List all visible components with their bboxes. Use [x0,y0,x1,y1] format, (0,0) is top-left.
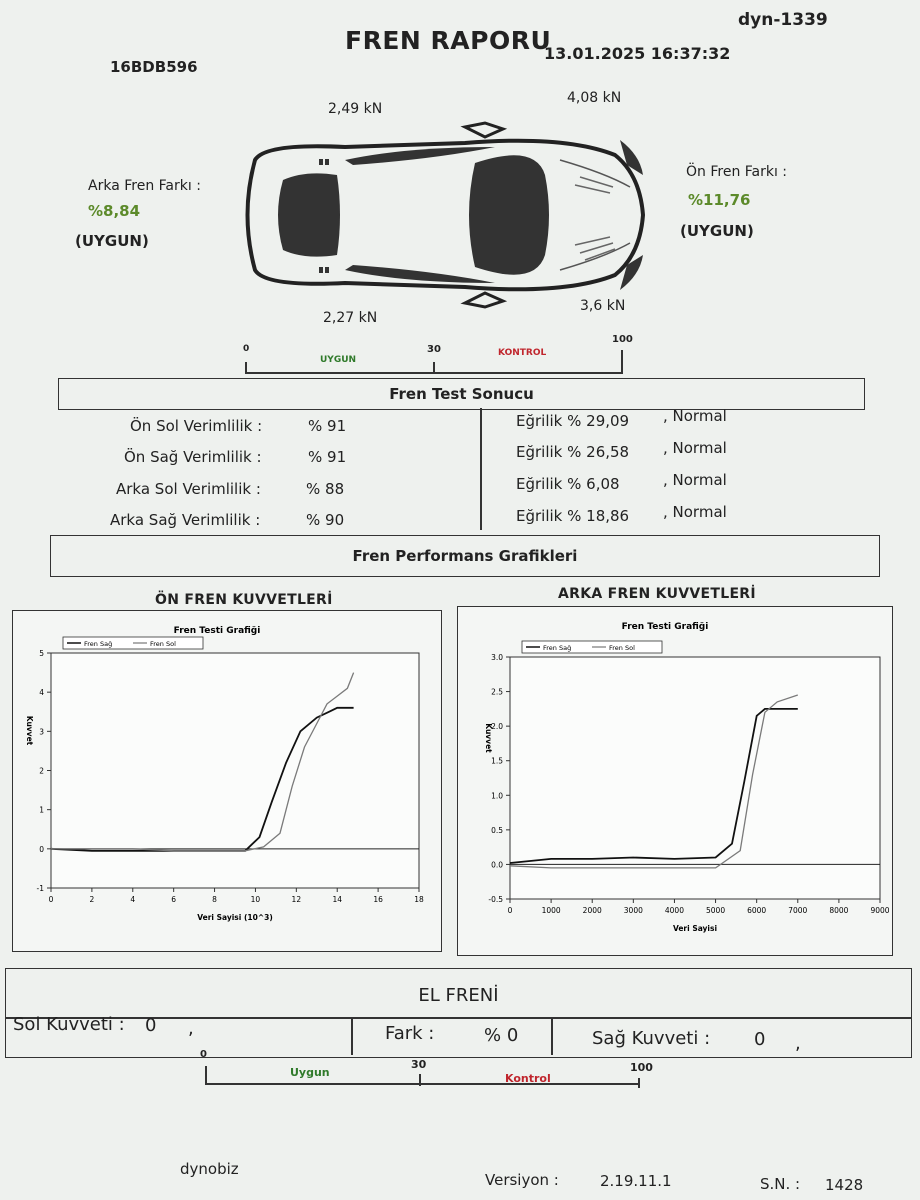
version-label: Versiyon : [485,1171,559,1189]
x-tick-label: 12 [291,895,302,904]
hand-brake-title: EL FRENİ [418,985,499,1006]
x-tick-label: 0 [507,906,513,915]
rear-chart-frame [457,606,893,956]
bottom-scale-zero: 0 [200,1049,207,1060]
row-4-label: Arka Sağ Verimlilik : [110,511,261,529]
y-tick-label: 1 [39,805,44,815]
y-tick-label: 0.5 [491,825,503,835]
y-tick-label: 1.5 [491,756,503,766]
y-tick-label: 4 [39,688,44,698]
x-tick-label: 1000 [541,906,561,915]
x-tick-label: 6000 [747,906,767,915]
bottom-scale-ok: Uygun [290,1066,330,1079]
y-tick-label: -1 [36,884,44,893]
x-tick-label: 7000 [788,906,808,915]
x-tick-label: 10 [250,895,261,904]
x-tick-label: 8000 [829,906,849,915]
car-top-view-icon [235,115,665,315]
hand-right-label: Sağ Kuvveti : [592,1028,711,1049]
chart-legend [522,641,662,653]
chart-title: Fren Testi Grafiği [621,622,709,632]
y-tick-label: 0.0 [491,860,503,870]
bottom-scale-control: Kontrol [505,1072,551,1085]
front-chart-frame [12,610,442,952]
front-diff-status: (UYGUN) [680,222,754,240]
y-tick-label: 0 [39,844,44,854]
x-tick-label: 2000 [582,906,602,915]
rear-chart-heading: ARKA FREN KUVVETLERİ [558,586,756,602]
test-result-title: Fren Test Sonucu [389,385,534,403]
x-tick-label: 4000 [664,906,684,915]
rear-diff-label: Arka Fren Farkı : [88,178,201,194]
y-axis-label: Kuvvet [25,715,34,746]
x-tick-label: 0 [48,895,54,904]
bottom-scale-max: 100 [630,1061,653,1074]
row-1-status: , Normal [663,407,727,425]
device-id: dyn-1339 [738,10,828,30]
row-4-skew: Eğrilik % 18,86 [516,507,630,525]
x-tick-label: 8 [212,895,217,904]
version-value: 2.19.11.1 [600,1172,672,1190]
legend-label-right: Fren Sağ [543,644,572,652]
front-right-force: 3,6 kN [580,298,626,314]
hand-right-value: 0 [754,1029,766,1050]
plot-area [510,657,880,899]
graphs-header [50,535,880,577]
top-scale-max: 100 [612,334,633,345]
front-diff-value: %11,76 [688,191,751,209]
plate-number: 16BDB596 [110,58,198,76]
front-brake-chart [13,611,441,951]
x-axis-label: Veri Sayisi (10^3) [197,913,273,922]
bottom-scale-mid: 30 [411,1058,427,1071]
front-left-force: 4,08 kN [567,90,622,106]
y-tick-label: 5 [39,649,44,658]
front-diff-label: Ön Fren Farkı : [686,164,788,180]
y-tick-label: 3.0 [491,653,503,662]
row-1-skew: Eğrilik % 29,09 [516,412,630,430]
row-4-status: , Normal [663,503,727,521]
row-3-pct: % 88 [306,480,345,498]
row-2-skew: Eğrilik % 26,58 [516,443,630,461]
y-tick-label: 2.5 [491,687,503,697]
x-tick-label: 14 [332,895,342,904]
x-tick-label: 18 [414,895,424,904]
y-axis-label: Kuvvet [484,723,493,753]
chart-legend [63,637,203,649]
front-chart-heading: ÖN FREN KUVVETLERİ [155,592,333,608]
legend-label-right: Fren Sağ [84,640,113,648]
y-tick-label: 3 [39,727,44,737]
row-3-status: , Normal [663,471,727,489]
x-tick-label: 3000 [623,906,643,915]
serial-label: S.N. : [760,1175,801,1193]
graphs-title: Fren Performans Grafikleri [352,547,578,565]
x-axis-label: Veri Sayisi [672,924,718,933]
y-tick-label: 2.0 [491,722,503,732]
row-1-label: Ön Sol Verimlilik : [130,417,263,435]
top-scale-ok: UYGUN [320,355,357,365]
serial-value: 1428 [825,1176,864,1194]
rear-diff-status: (UYGUN) [75,232,149,250]
x-tick-label: 6 [171,895,177,904]
hand-diff-label: Fark : [385,1023,435,1044]
legend-label-left: Fren Sol [609,644,635,652]
hand-diff-value: % 0 [484,1025,519,1046]
hand-left-label: Sol Kuvveti : [13,1014,125,1035]
top-scale-control: KONTROL [498,348,547,358]
row-2-status: , Normal [663,439,727,457]
result-divider [480,408,482,530]
y-tick-label: 1.0 [491,791,503,801]
row-4-pct: % 90 [306,511,345,529]
y-tick-label: 2 [39,766,44,776]
rear-right-force: 2,27 kN [323,310,378,326]
y-tick-label: -0.5 [488,895,503,904]
top-scale-mid: 30 [427,344,441,355]
row-2-pct: % 91 [308,448,347,466]
report-datetime: 13.01.2025 16:37:32 [544,44,731,63]
hand-brake-box [5,968,912,1058]
hand-left-unit: , [188,1018,194,1039]
row-1-pct: % 91 [308,417,347,435]
x-tick-label: 9000 [870,906,890,915]
rear-left-force: 2,49 kN [328,101,383,117]
x-tick-label: 5000 [706,906,726,915]
brand-name: dynobiz [180,1160,239,1178]
top-scale-zero: 0 [243,344,250,354]
chart-title: Fren Testi Grafiği [173,626,261,636]
rear-diff-value: %8,84 [88,202,141,220]
hand-left-value: 0 [145,1015,157,1036]
row-2-label: Ön Sağ Verimlilik : [124,448,262,466]
legend-label-left: Fren Sol [150,640,176,648]
rear-brake-chart [458,607,892,955]
x-tick-label: 16 [373,895,383,904]
x-tick-label: 4 [130,895,136,904]
row-3-label: Arka Sol Verimlilik : [116,480,261,498]
hand-right-unit: , [795,1033,801,1054]
report-title: FREN RAPORU [345,26,552,55]
x-tick-label: 2 [89,895,95,904]
plot-area [51,653,419,888]
test-result-header [58,378,865,410]
row-3-skew: Eğrilik % 6,08 [516,475,620,493]
